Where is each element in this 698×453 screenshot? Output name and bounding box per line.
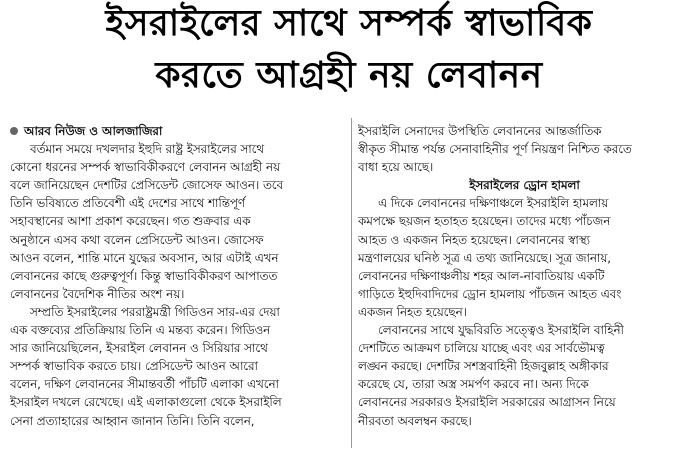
subheading: ইসরাইলের ড্রোন হামলা [469,178,580,193]
text-line: লঙ্ঘন করছে। দেশটির সশস্ত্রবাহিনী হিজবুল্লাহ অঙ্গীকার [358,359,609,374]
text-line: অনুষ্ঠানে এসব কথা বলেন প্রেসিডেন্ট আওন। জোসেফ [10,232,264,247]
text-line: দেশটিতে আক্রমণ চালিয়ে যাচ্ছে এবং এর সার্বভৌমত্ব [358,341,605,356]
text-line: একজন নিহত হয়েছেন। [358,304,467,319]
text-line: আহত ও একজন নিহত হয়েছেন। লেবাননের স্বাস্থ্য [358,232,591,247]
text-line: লেবাননের কাছে গুরুত্বপূর্ণ। কিন্তু স্বাভাবিকীকরণ আপাতত [10,268,278,283]
text-line: মন্ত্রণালয়ের ঘনিষ্ঠ সূত্র এ তথ্য জানিয়েছে। সূত্র জানায়, [358,250,612,265]
text-line: কোনো ধরনের সম্পর্ক স্বাভাবিকীকরণে লেবানন আগ্রহী নয় [10,160,281,175]
text-line: সম্প্রতি ইসরাইলের পররাষ্ট্রমন্ত্রী গিডিওন সার-এর দেয়া [30,304,280,319]
text-line: সম্পর্ক স্বাভাবিক করতে চায়। প্রেসিডেন্ট আওন আরো [10,359,258,374]
text-line: নীরবতা অবলম্বন করছে। [358,413,472,428]
text-line: ইসরাইলি সেনাদের উপস্থিতি লেবাননের আন্তর্জাতিক [358,124,602,138]
text-line: করেছে যে, তারা অস্ত্র সমর্পণ করবে না। অন্য দিকে [358,377,589,392]
text-line: লেবাননের দক্ষিণাঞ্চলীয় শহর আল-নাবাতিয়ায় একটি [358,268,605,283]
text-line: সেনা প্রত্যাহারের আহ্বান জানান তিনি। তিনি বলেন, [10,413,255,428]
text-line: সহাবস্থানের আশা প্রকাশ করেছেন। গত শুক্রবার এক [10,214,251,229]
text-line: স্বীকৃত সীমান্ত পর্যন্ত সেনাবাহিনীর পূর্ণ নিয়ন্ত্রণ নিশ্চিত করতে [358,142,632,157]
text-line: ইসরাইল দখলে রেখেছে। এই এলাকাগুলো থেকে ইসরাইলি [10,395,282,410]
source-text: আরব নিউজ ও আলজাজিরা [24,124,163,138]
text-line: এক বক্তব্যের প্রতিক্রিয়ায় তিনি এ মন্তব্য করেন। গিডিওন [10,323,271,338]
bullet-icon [10,127,18,135]
article-column-left [10,122,346,448]
text-line: এ দিকে লেবাননের দক্ষিণাঞ্চলে ইসরাইলি হামলায় [378,196,609,211]
text-line: আওন বলেন, শান্তি মানে যুদ্ধের অবসান, আর এটাই এখন [10,250,279,265]
headline-line-1: ইসরাইলের সাথে সম্পর্ক স্বাভাবিক [105,3,593,44]
column-divider [351,118,352,448]
text-line: সার জানিয়েছিলেন, ইসরাইল লেবানন ও সিরিয়ার সাথে [10,341,268,356]
text-line: বলে জানিয়েছেন দেশটির প্রেসিডেন্ট জোসেফ আওন। তবে [10,178,284,193]
source-credit [10,122,346,140]
text-line: কমপক্ষে ছয়জন হতাহত হয়েছেন। তাদের মধ্যে পাঁচজন [358,214,611,229]
text-line: লেবাননের সাথে যুদ্ধবিরতি সত্ত্বেও ইসরাইলি বাহিনী [378,323,624,338]
headline-line-2: করতে আগ্রহী নয় লেবানন [155,55,543,96]
text-line: লেবাননের বৈদেশিক নীতির অংশ নয়। [10,286,185,301]
text-line: বলেন, দক্ষিণ লেবাননের সীমান্তবর্তী পাঁচটি এলাকা এখনো [10,377,279,392]
article-column-right [358,122,691,448]
text-line: তিনি ভবিষ্যতে প্রতিবেশী এই দেশের সাথে শান্তিপূর্ণ [10,196,246,211]
text-line: গাড়িতে ইহুদিবাদিদের ড্রোন হামলায় পাঁচজন আহত এবং [358,286,622,301]
text-line: লেবাননের সরকারও ইসরাইলি সরকারের আগ্রাসন নিয়ে [358,395,616,410]
text-line: বর্তমান সময়ে দখলদার ইহুদি রাষ্ট্র ইসরাইলের সাথে [30,142,265,157]
text-line: বাধা হয়ে আছে। [358,160,434,175]
